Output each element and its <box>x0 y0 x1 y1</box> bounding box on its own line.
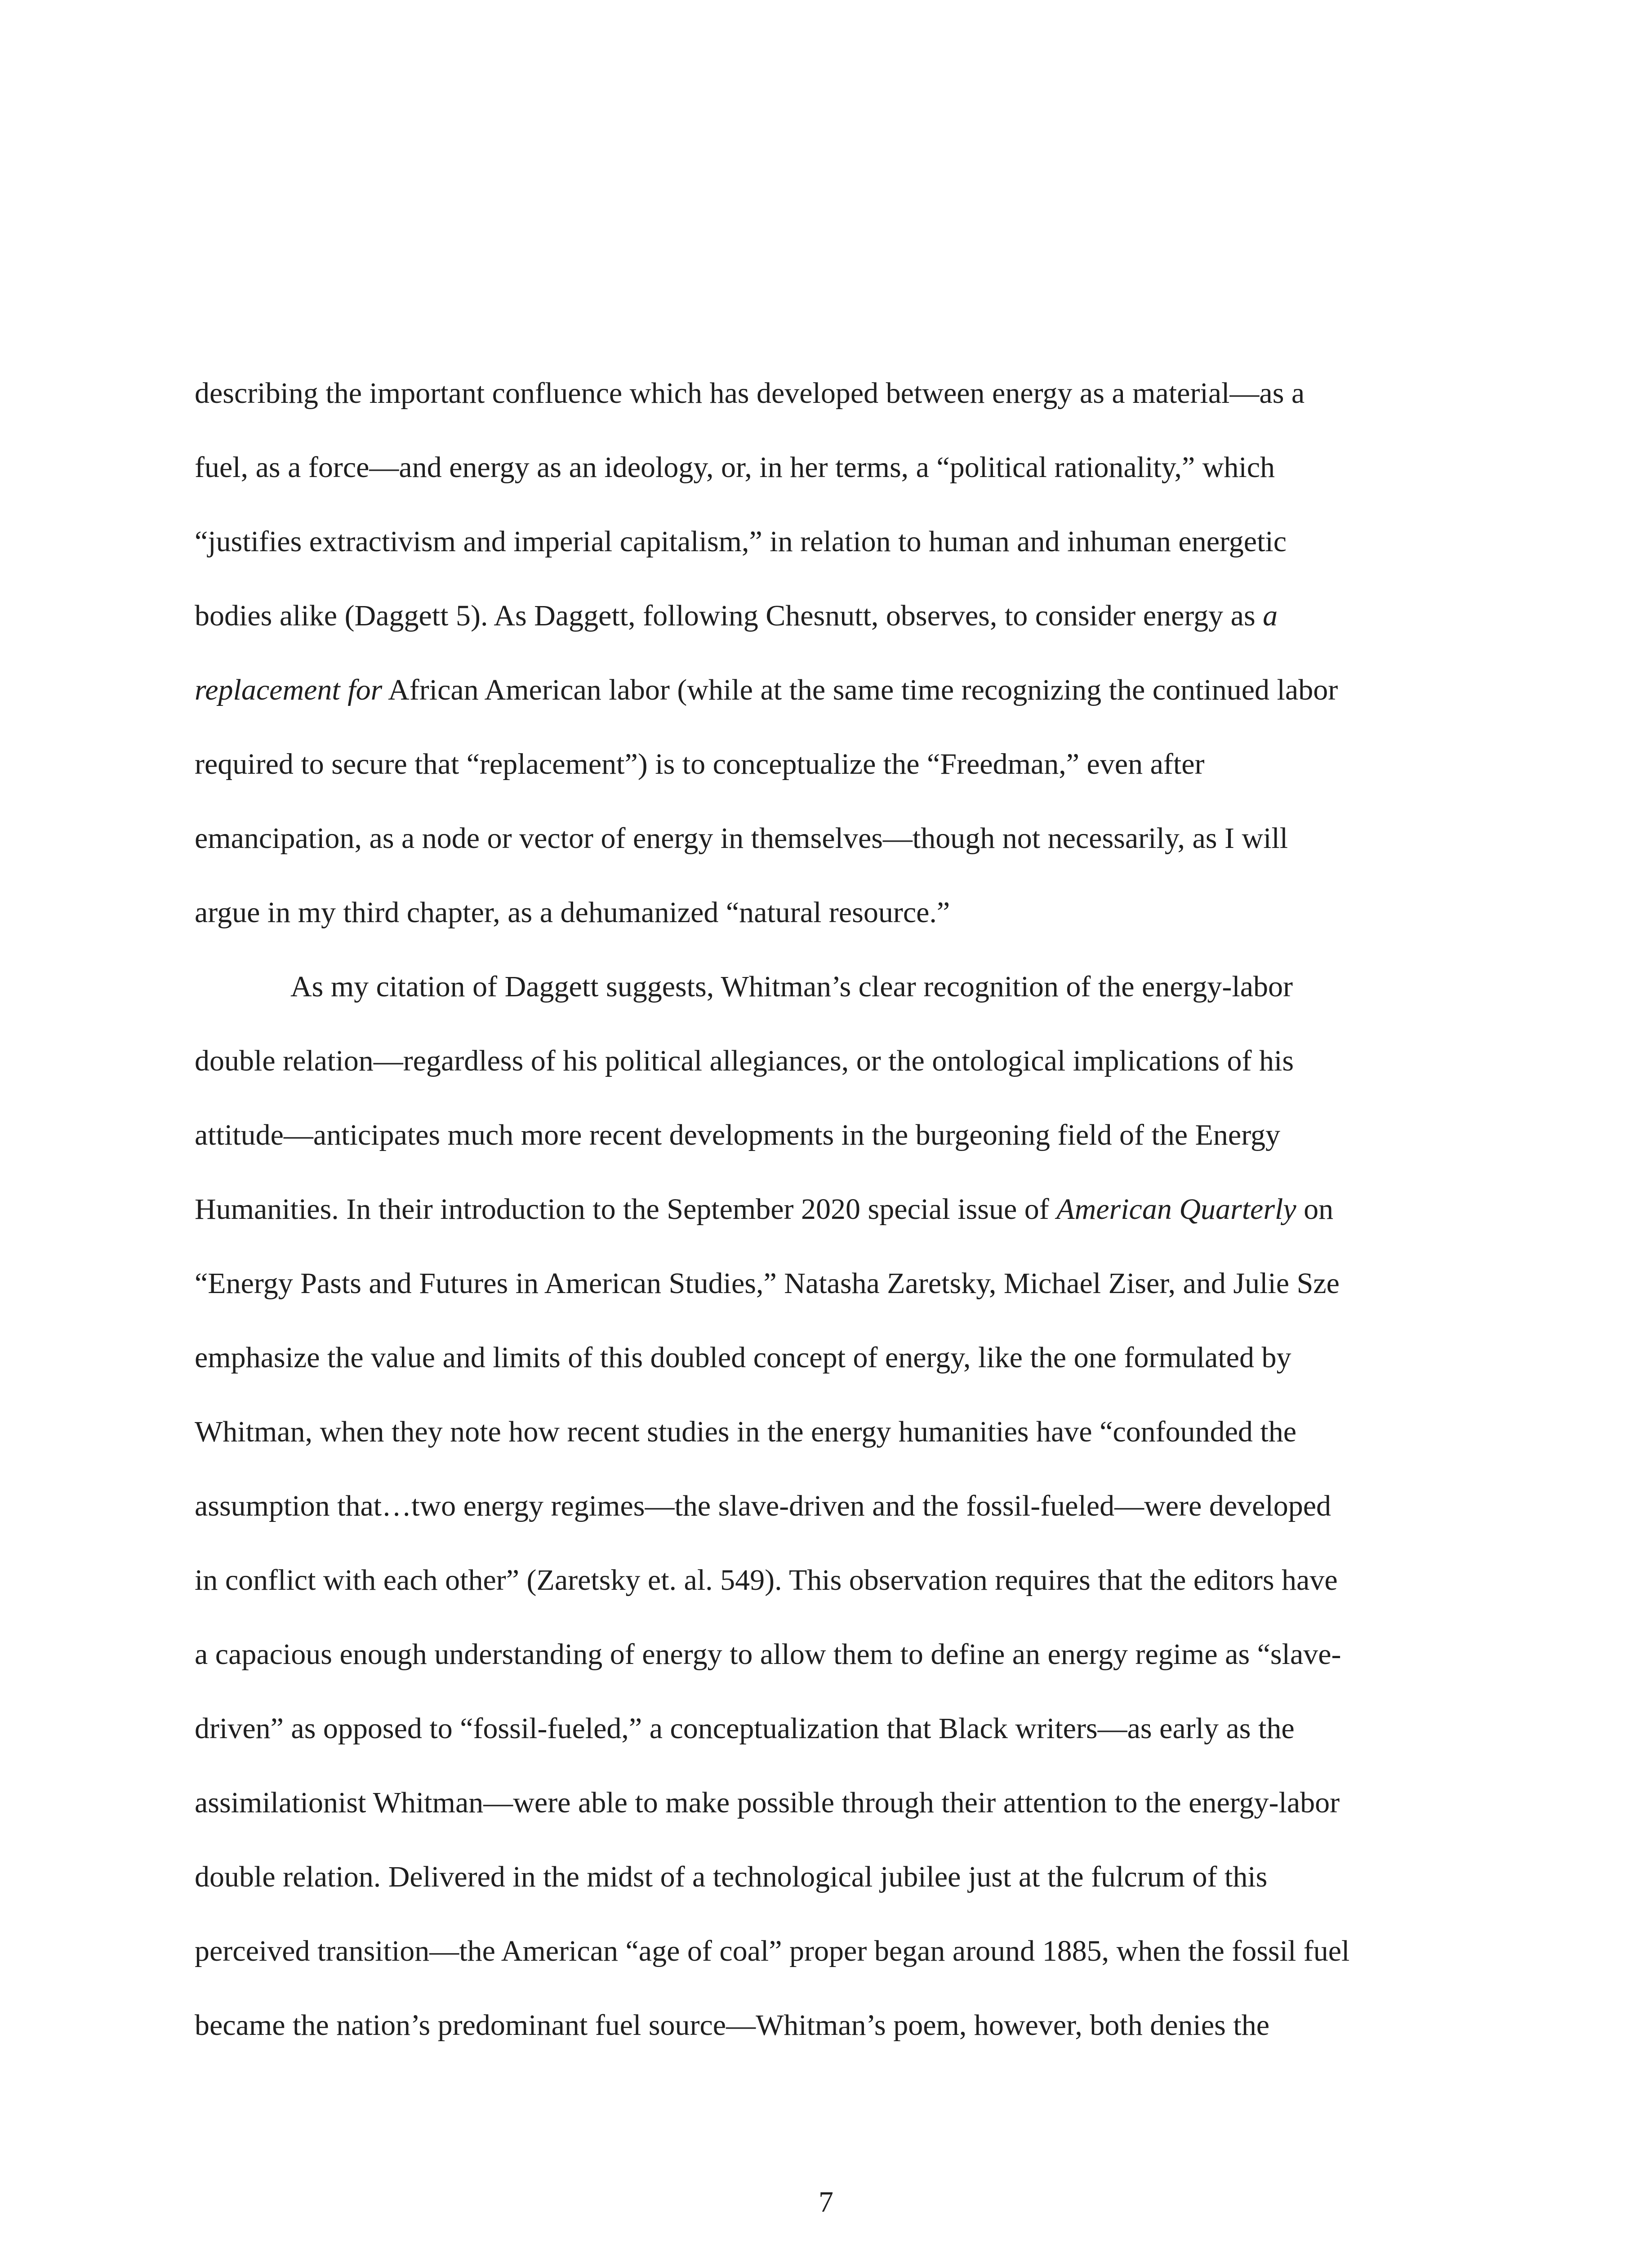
text-line: assumption that…two energy regimes—the slave-driven and the fossil-fueled—were developed <box>195 1490 1331 1522</box>
page-number: 7 <box>819 2186 833 2218</box>
text-line: double relation—regardless of his political allegiances, or the ontological implications of his <box>195 1044 1294 1077</box>
text-line: describing the important confluence which has developed between energy as a material—as a <box>195 377 1305 410</box>
text-line: “Energy Pasts and Futures in American Studies,” Natasha Zaretsky, Michael Ziser, and Julie Sze <box>195 1267 1340 1300</box>
italic-text: a <box>1263 599 1278 632</box>
text-line: bodies alike (Daggett 5). As Daggett, following Chesnutt, observes, to consider energy as a <box>195 599 1278 632</box>
text-line: emphasize the value and limits of this doubled concept of energy, like the one formulated by <box>195 1341 1291 1374</box>
text-line: Whitman, when they note how recent studies in the energy humanities have “confounded the <box>195 1415 1297 1448</box>
text-line: attitude—anticipates much more recent developments in the burgeoning field of the Energy <box>195 1119 1280 1151</box>
text-line: replacement for African American labor (while at the same time recognizing the continued labor <box>195 674 1338 706</box>
text-line: perceived transition—the American “age of coal” proper began around 1885, when the fossil fuel <box>195 1935 1350 1967</box>
text-line: “justifies extractivism and imperial capitalism,” in relation to human and inhuman energetic <box>195 525 1287 558</box>
italic-text: replacement for <box>195 674 383 706</box>
text-line: double relation. Delivered in the midst of a technological jubilee just at the fulcrum of this <box>195 1860 1268 1893</box>
text-line: argue in my third chapter, as a dehumanized “natural resource.” <box>195 896 950 929</box>
text-line: became the nation’s predominant fuel source—Whitman’s poem, however, both denies the <box>195 2009 1269 2042</box>
text-line: in conflict with each other” (Zaretsky et. al. 549). This observation requires that the editors have <box>195 1564 1338 1597</box>
text-line: emancipation, as a node or vector of energy in themselves—though not necessarily, as I will <box>195 822 1288 855</box>
text-line: required to secure that “replacement”) is to conceptualize the “Freedman,” even after <box>195 748 1205 781</box>
text-line: fuel, as a force—and energy as an ideology, or, in her terms, a “political rationality,” which <box>195 451 1275 484</box>
journal-title: American Quarterly <box>1056 1193 1296 1226</box>
text-line: Humanities. In their introduction to the September 2020 special issue of American Quarterly on <box>195 1193 1334 1226</box>
text-line: a capacious enough understanding of energy to allow them to define an energy regime as “slave- <box>195 1638 1341 1671</box>
body-text <box>195 366 1462 2073</box>
text-line: driven” as opposed to “fossil-fueled,” a conceptualization that Black writers—as early as the <box>195 1712 1295 1745</box>
paragraph-first-line: As my citation of Daggett suggests, Whitman’s clear recognition of the energy-labor <box>290 970 1293 1003</box>
text-line: assimilationist Whitman—were able to make possible through their attention to the energy-labor <box>195 1786 1340 1819</box>
